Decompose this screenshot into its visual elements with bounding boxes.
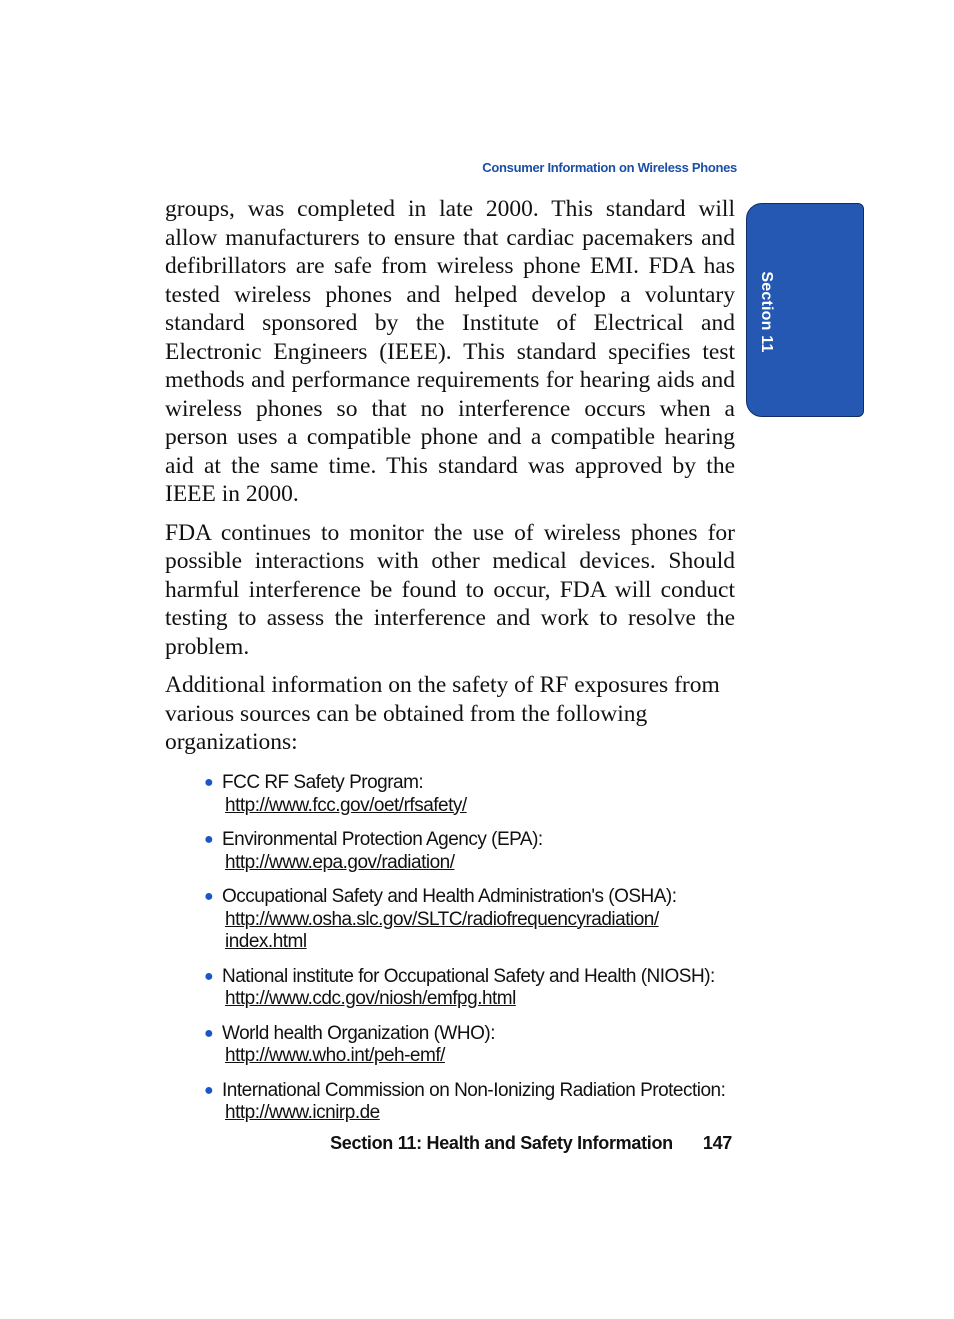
paragraph: FDA continues to monitor the use of wireless phones for possible interactions with other medical devices. Should harmful interference be found to occur, FDA will conduct testing to assess the interference and work to resolve the problem. <box>165 519 735 660</box>
bullet-icon: ● <box>204 967 214 985</box>
bullet-icon: ● <box>204 774 214 791</box>
organization-name: World health Organization (WHO): <box>222 1022 495 1044</box>
footer-section-title: Section 11: Health and Safety Information <box>330 1133 673 1153</box>
organization-name: Occupational Safety and Health Administration's (OSHA): <box>222 886 677 907</box>
bullet-icon: ● <box>204 831 214 848</box>
list-item <box>202 1023 742 1068</box>
bullet-icon: ● <box>204 888 214 905</box>
running-header: Consumer Information on Wireless Phones <box>482 160 737 175</box>
section-tab-label: Section 11 <box>758 271 775 353</box>
page-number: 147 <box>702 1133 732 1153</box>
paragraph: Additional information on the safety of RF exposures from various sources can be obtained from the following organizations: <box>165 672 720 755</box>
paragraph: groups, was completed in late 2000. This standard will allow manufacturers to ensure that cardiac pacemakers and defibrillators are safe from wireless phone EMI. FDA has tested wireless phones and helped develop a voluntary standard sponsored by the Institute of Electrical and Electronic Engineers (IEEE). This standard specifies test methods and performance requirements for hearing aids and wireless phones so that no interference occurs when a person uses a compatible phone and a compatible hearing aid at the same time. This standard was approved by the IEEE in 2000. <box>165 196 735 507</box>
organization-link[interactable]: http://www.cdc.gov/niosh/emfpg.html <box>225 988 516 1009</box>
page-footer <box>300 1133 732 1154</box>
organization-name: Environmental Protection Agency (EPA): <box>222 829 543 850</box>
organization-name: National institute for Occupational Safety and Health (NIOSH): <box>222 965 715 987</box>
body-text <box>165 195 735 767</box>
organization-name: FCC RF Safety Program: <box>222 772 424 793</box>
list-item <box>202 1080 742 1125</box>
organization-name: International Commission on Non-Ionizing Radiation Protection: <box>222 1079 726 1101</box>
organization-list <box>202 772 742 1137</box>
bullet-icon: ● <box>204 1024 214 1042</box>
organization-link[interactable]: http://www.who.int/peh-emf/ <box>225 1045 445 1066</box>
bullet-icon: ● <box>204 1081 214 1099</box>
list-item <box>202 829 742 874</box>
organization-link[interactable]: http://www.icnirp.de <box>225 1102 380 1123</box>
list-item <box>202 966 742 1011</box>
organization-link[interactable]: http://www.epa.gov/radiation/ <box>225 851 455 873</box>
organization-link[interactable]: http://www.fcc.gov/oet/rfsafety/ <box>225 794 467 816</box>
list-item <box>202 886 742 954</box>
list-item <box>202 772 742 817</box>
organization-link[interactable]: http://www.osha.slc.gov/SLTC/radiofrequencyradiation/ index.html <box>225 908 659 952</box>
